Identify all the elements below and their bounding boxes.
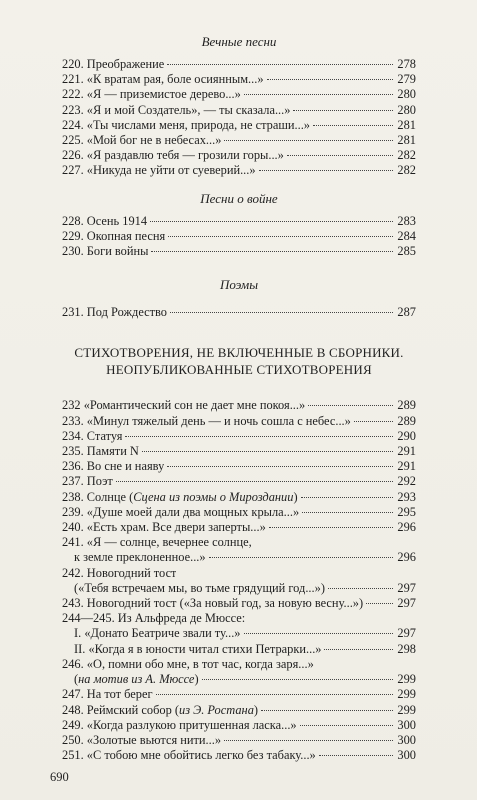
toc-entry: 248. Реймский собор (из Э. Ростана) 299 — [62, 702, 416, 717]
dot-leader — [125, 436, 393, 437]
dot-leader — [116, 481, 393, 482]
toc-subentry: I. «Донато Беатриче звали ту...» 297 — [74, 626, 416, 641]
poems-list — [62, 305, 416, 320]
dot-leader — [267, 79, 393, 80]
toc-entry: 250. «Золотые вьются нити...» 300 — [62, 732, 416, 747]
dot-leader — [354, 421, 393, 422]
toc-entry: 224. «Ты числами меня, природа, не страши...» 281 — [62, 117, 416, 132]
war-songs-list — [62, 214, 416, 260]
toc-entry: 249. «Когда разлукою притушенная ласка...» 300 — [62, 717, 416, 732]
dot-leader — [302, 512, 393, 513]
dot-leader — [142, 451, 393, 452]
toc-entry: 243. Новогодний тост («За новый год, за новую весну...») 297 — [62, 596, 416, 611]
page-number: 690 — [50, 770, 69, 784]
dot-leader — [293, 110, 393, 111]
dot-leader — [167, 64, 393, 65]
dot-leader — [301, 497, 393, 498]
dot-leader — [151, 251, 393, 252]
section-heading-war-songs: Песни о войне — [200, 190, 278, 206]
toc-entry: 251. «С тобою мне обойтись легко без табаку...» 300 — [62, 748, 416, 763]
toc-entry: 242. Новогодний тост («Тебя встречаем мы, во тьме грядущий год...») 297 — [62, 565, 416, 595]
toc-entry: 223. «Я и мой Создатель», — ты сказала...» 280 — [62, 102, 416, 117]
toc-entry: 226. «Я раздавлю тебя — грозили горы...» 282 — [62, 148, 416, 163]
dot-leader — [209, 557, 393, 558]
toc-entry: 231. Под Рождество 287 — [62, 305, 416, 320]
dot-leader — [202, 679, 393, 680]
dot-leader — [167, 466, 393, 467]
dot-leader — [156, 694, 393, 695]
toc-entry: 229. Окопная песня 284 — [62, 228, 416, 243]
uncollected-list — [62, 398, 416, 763]
toc-entry: 235. Памяти N 291 — [62, 444, 416, 459]
dot-leader — [170, 312, 393, 313]
dot-leader — [319, 755, 393, 756]
table-of-contents — [62, 34, 416, 763]
toc-entry: 246. «О, помни обо мне, в тот час, когда заря...» (на мотив из А. Мюссе) 299 — [62, 656, 416, 687]
dot-leader — [261, 710, 393, 711]
toc-entry: 247. На тот берег 299 — [62, 687, 416, 702]
toc-entry: 232 «Романтический сон не дает мне покоя...» 289 — [62, 398, 416, 413]
toc-entry: 228. Осень 1914 283 — [62, 213, 416, 228]
dot-leader — [328, 588, 393, 589]
toc-entry: 236. Во сне и наяву 291 — [62, 459, 416, 474]
toc-entry: 234. Статуя 290 — [62, 428, 416, 443]
dot-leader — [324, 649, 393, 650]
toc-entry: 222. «Я — приземистое дерево...» 280 — [62, 87, 416, 102]
section-heading-eternal-songs: Вечные песни — [201, 34, 277, 49]
dot-leader — [244, 94, 393, 95]
dot-leader — [168, 236, 393, 237]
toc-entry: 244—245. Из Альфреда де Мюссе: — [62, 611, 246, 626]
dot-leader — [366, 603, 393, 604]
toc-entry: 238. Солнце (Сцена из поэмы о Мироздании) 293 — [62, 489, 416, 504]
toc-entry: 237. Поэт 292 — [62, 474, 416, 489]
toc-entry: 240. «Есть храм. Все двери заперты...» 296 — [62, 520, 416, 535]
dot-leader — [308, 405, 393, 406]
toc-entry: 227. «Никуда не уйти от суеверий...» 282 — [62, 163, 416, 178]
section-heading-uncollected: СТИХОТВОРЕНИЯ, НЕ ВКЛЮЧЕННЫЕ В СБОРНИКИ. — [74, 345, 404, 361]
section-heading-poems: Поэмы — [219, 277, 259, 293]
section-heading-unpublished: НЕОПУБЛИКОВАННЫЕ СТИХОТВОРЕНИЯ — [106, 362, 372, 378]
dot-leader — [287, 155, 393, 156]
dot-leader — [269, 527, 393, 528]
toc-entry: 220. Преображение 278 — [62, 57, 416, 71]
toc-entry: 239. «Душе моей дали два мощных крыла...» 295 — [62, 504, 416, 519]
dot-leader — [313, 125, 393, 126]
dot-leader — [224, 140, 393, 141]
dot-leader — [300, 725, 393, 726]
toc-entry: 230. Боги войны 285 — [62, 244, 416, 259]
dot-leader — [224, 740, 393, 741]
toc-entry: 225. «Мой бог не в небесах...» 281 — [62, 133, 416, 148]
eternal-songs-list — [62, 57, 416, 179]
dot-leader — [244, 633, 393, 634]
dot-leader — [150, 221, 393, 222]
toc-entry: 221. «К вратам рая, боле осиянным...» 279 — [62, 72, 416, 87]
toc-entry: 241. «Я — солнце, вечернее солнце, к земле преклоненное...» 296 — [62, 535, 416, 565]
toc-subentry: II. «Когда я в юности читал стихи Петрарки...» 298 — [74, 641, 416, 656]
toc-entry: 233. «Минул тяжелый день — и ночь сошла с небес...» 289 — [62, 413, 416, 428]
dot-leader — [259, 170, 393, 171]
